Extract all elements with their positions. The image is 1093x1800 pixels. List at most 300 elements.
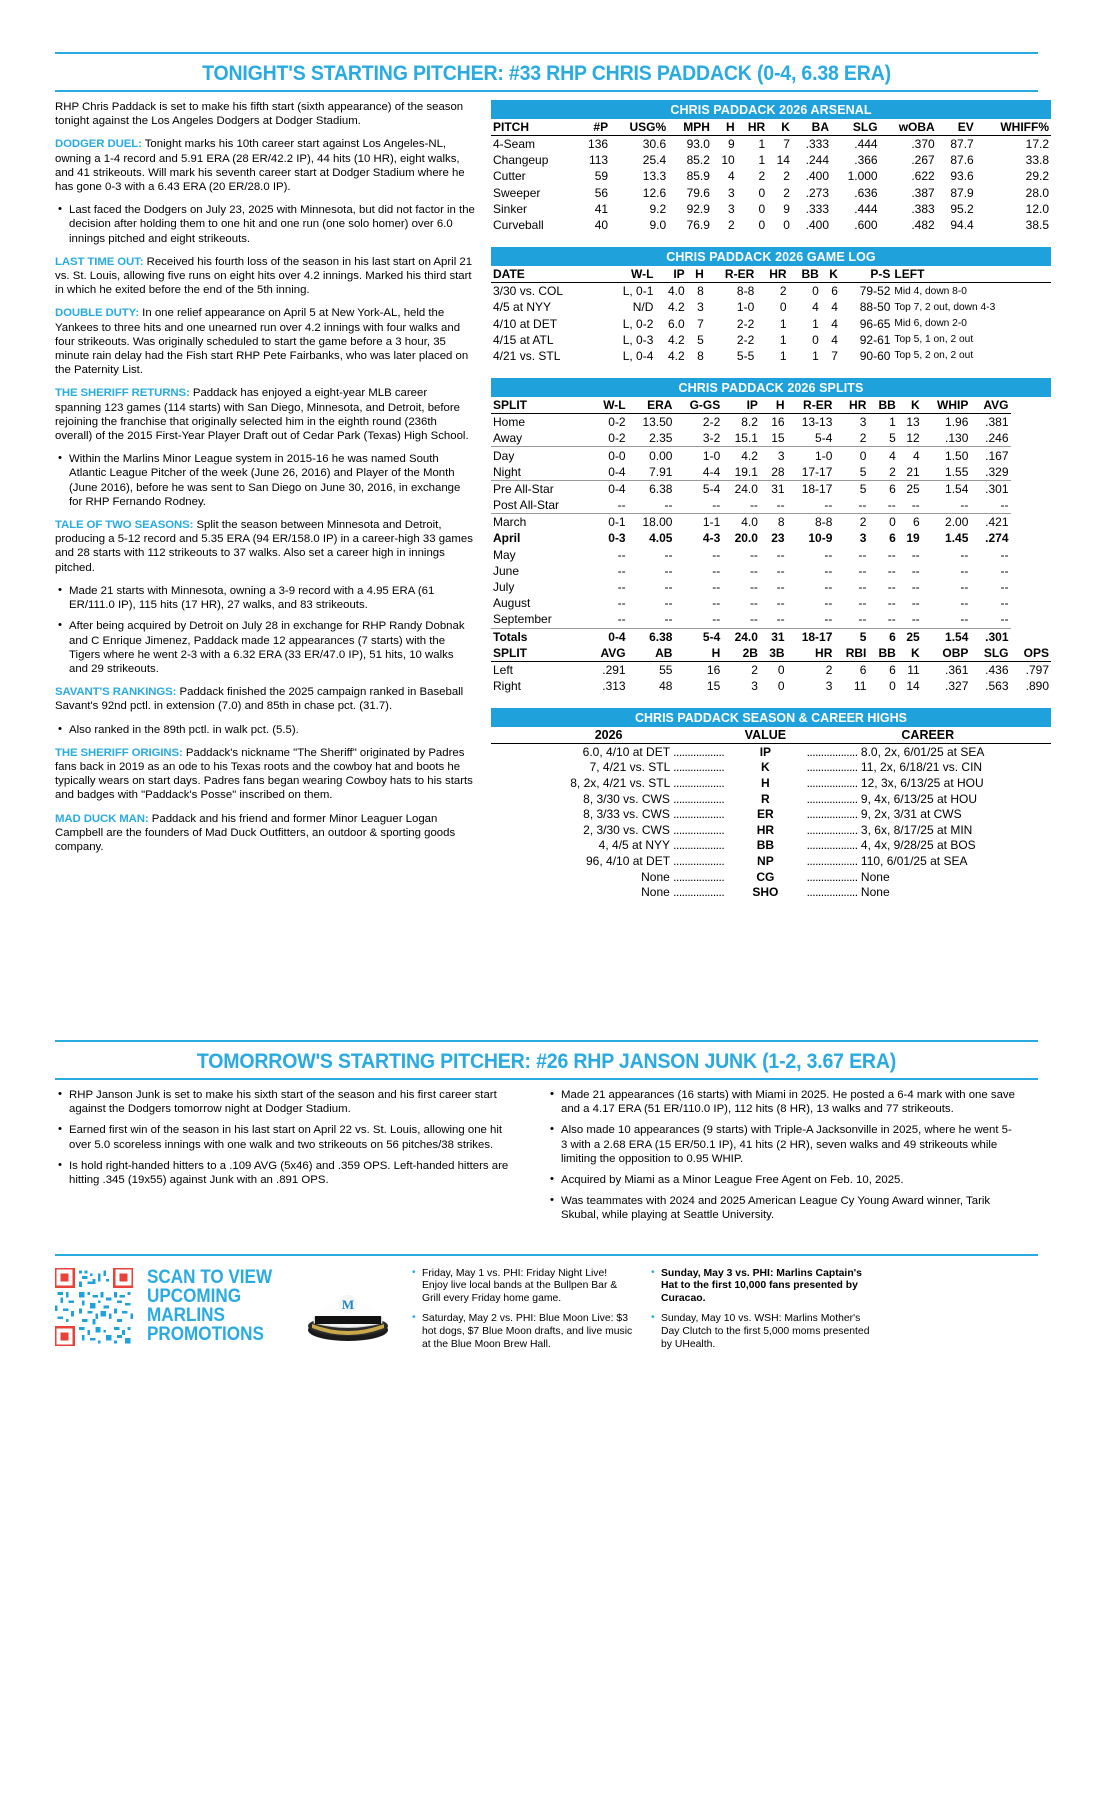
table-cell: .890: [1025, 678, 1049, 693]
table-cell: --: [587, 497, 627, 514]
table-cell: N/D: [632, 300, 654, 315]
note-bullet-list: [55, 723, 475, 737]
table-cell: --: [868, 497, 897, 514]
table-cell: .444: [854, 137, 878, 152]
table-cell: --: [760, 497, 787, 514]
table-cell: 8: [777, 515, 785, 530]
table-cell: 2: [758, 169, 766, 184]
list-item: • RHP Janson Junk is set to make his sixth start of the season and his first career start against the Dodgers tomorrow night at Dodger Stadium.: [55, 1088, 523, 1116]
table-cell: --: [664, 547, 673, 562]
table-cell: 0: [889, 515, 896, 530]
table-cell: 4.2: [741, 448, 758, 463]
table-cell: --: [868, 611, 897, 628]
table-cell: --: [834, 611, 868, 628]
arsenal-table: [491, 100, 1051, 233]
column-header: 2B: [722, 645, 760, 662]
table-cell: .444: [854, 201, 878, 216]
intro-paragraph: RHP Chris Paddack is set to make his fifth start (sixth appearance) of the season tonight against the Los Angeles Dodgers at Dodger Stadium.: [55, 101, 464, 128]
table-cell: 29.2: [1025, 169, 1049, 184]
table-cell: 3: [825, 678, 833, 693]
column-header: wOBA: [880, 119, 937, 136]
table-cell: March: [493, 515, 527, 530]
table-cell: 94.4: [950, 218, 974, 233]
table-cell: .244: [805, 153, 830, 168]
table-row: [491, 283, 1051, 300]
table-cell: 23: [771, 531, 785, 546]
table-cell: 6: [889, 531, 896, 546]
highs-col-value: VALUE: [726, 727, 804, 744]
table-row: [491, 464, 1051, 481]
table-cell: --: [911, 596, 920, 611]
column-header: K: [767, 119, 792, 136]
highs-row: [491, 791, 1051, 807]
table-cell: 17.2: [1025, 137, 1049, 152]
note-text: Paddack and his friend and former Minor Leaguer Logan Campbell are the founders of Mad Duck Outfitters, an outdoor & sporting goods company.: [55, 812, 456, 853]
table-row: [491, 480, 1051, 497]
table-cell: --: [712, 580, 721, 595]
highs-row: [491, 744, 1051, 760]
table-cell: 4-Seam: [493, 137, 536, 152]
table-cell: May: [493, 547, 516, 562]
table-cell: .274: [985, 531, 1009, 546]
table-cell: 6: [831, 284, 838, 299]
tonight-section-title: TONIGHT'S STARTING PITCHER: #33 RHP CHRIS PADDACK (0-4, 6.38 ERA): [202, 62, 891, 85]
highs-row: [491, 884, 1051, 900]
list-item: • Earned first win of the season in his last start on April 22 vs. St. Louis, allowing one hit over 5.0 scoreless innings with one walk and two strikeouts on 56 pitches/38 strikes.: [55, 1123, 523, 1151]
table-cell: Mid 6, down 2-0: [894, 318, 967, 330]
table-cell: 1: [812, 348, 819, 363]
table-cell: 6: [889, 481, 896, 496]
batter-split-header-row: [491, 645, 1051, 662]
table-cell: 2: [728, 218, 735, 233]
table-cell: 6: [889, 662, 896, 677]
table-cell: 18-17: [801, 629, 833, 644]
table-cell: Sinker: [493, 201, 528, 216]
table-cell: September: [491, 611, 587, 628]
table-cell: 0: [777, 678, 785, 693]
splits-table: [491, 378, 1051, 694]
table-cell: --: [712, 596, 721, 611]
column-header: LEFT: [892, 266, 1051, 283]
table-cell: 113: [588, 153, 609, 168]
table-row: [491, 201, 1051, 217]
column-header: IP: [722, 397, 760, 414]
table-cell: Changeup: [493, 153, 549, 168]
note-paragraph: [55, 812, 475, 855]
table-row: [491, 152, 1051, 168]
table-cell: 93.0: [686, 137, 710, 152]
highs-career-value: .................. 4, 4x, 9/28/25 at BOS: [806, 838, 976, 853]
table-cell: Day: [493, 448, 515, 463]
table-cell: .267: [911, 153, 935, 168]
highs-career-value: .................. 11, 2x, 6/18/21 vs. CIN: [806, 760, 983, 775]
column-header: OPS: [1011, 645, 1052, 662]
highs-season-value: None ..................: [641, 885, 725, 900]
promo-item-text: Saturday, May 2 vs. PHI: Blue Moon Live: $3 hot dogs, $7 Blue Moon drafts, and live music at the Blue Moon Brew Hall.: [422, 1313, 633, 1350]
table-cell: .370: [911, 137, 935, 152]
table-cell: 6.0: [668, 316, 685, 331]
table-cell: --: [960, 563, 969, 578]
tomorrow-left-bullets: [55, 1088, 523, 1187]
tomorrow-rule-top: [55, 1040, 1038, 1042]
table-cell: --: [628, 611, 675, 628]
table-cell: 56: [594, 185, 609, 200]
table-cell: July: [493, 580, 515, 595]
table-cell: 18-17: [801, 481, 833, 496]
table-cell: 87.7: [950, 137, 974, 152]
table-cell: 3: [728, 201, 735, 216]
note-paragraph: [55, 137, 475, 194]
table-cell: .366: [854, 153, 878, 168]
table-cell: 0-3: [608, 531, 626, 546]
table-cell: 9.2: [649, 201, 667, 216]
table-cell: 2: [868, 464, 897, 481]
table-cell: 0-2: [587, 430, 627, 447]
table-cell: --: [617, 563, 626, 578]
table-cell: 6.38: [649, 629, 673, 644]
table-cell: 13: [906, 415, 920, 430]
highs-season-value: 8, 3/33 vs. CWS ..................: [583, 807, 725, 822]
table-cell: --: [824, 580, 833, 595]
table-cell: 4.2: [668, 300, 685, 315]
table-cell: .327: [945, 678, 969, 693]
table-cell: 3: [859, 415, 867, 430]
table-cell: Top 5, 2 on, 2 out: [894, 350, 974, 362]
table-cell: 1.000: [847, 169, 878, 184]
table-cell: 5: [859, 481, 867, 496]
table-cell: Top 5, 1 on, 2 out: [894, 334, 974, 346]
table-row: [491, 299, 1051, 315]
table-cell: --: [887, 580, 896, 595]
scan-line-3: MARLINS: [147, 1304, 225, 1326]
table-cell: 20.0: [734, 531, 758, 546]
table-cell: 25.4: [642, 153, 667, 168]
column-header: BA: [792, 119, 831, 136]
table-cell: .313: [602, 678, 626, 693]
column-header: EV: [937, 119, 976, 136]
table-cell: 2-2: [736, 316, 755, 331]
scan-line-1: SCAN TO VIEW: [147, 1266, 273, 1288]
highs-row: [491, 853, 1051, 869]
table-cell: .333: [805, 137, 830, 152]
promo-item-text: Friday, May 1 vs. PHI: Friday Night Live! Enjoy live local bands at the Bullpen Bar & Grill every Friday home game.: [422, 1267, 618, 1304]
table-cell: 9: [728, 137, 735, 152]
table-cell: --: [824, 547, 833, 562]
table-cell: 0: [779, 300, 787, 315]
promo-item: [649, 1313, 874, 1351]
table-cell: 4.05: [649, 531, 673, 546]
table-cell: .600: [854, 218, 878, 233]
table-cell: Night: [491, 464, 587, 481]
table-cell: 38.5: [1025, 218, 1049, 233]
table-cell: 87.6: [950, 153, 974, 168]
promo-column-2: [649, 1268, 874, 1360]
table-cell: 1.54: [945, 481, 969, 496]
table-cell: --: [1000, 580, 1009, 595]
table-cell: Curveball: [493, 218, 544, 233]
note-text: Tonight marks his 10th career start against Los Angeles-NL, owning a 1-4 record and 5.91 ERA (28 ER/42.2 IP), 44 hits (10 HR), eight walks, and 41 strikeouts. Will mark his seventh career start at Dodger Stadium where he has gone 0-3 with a 6.43 ERA (20 ER/28.0 IP).: [55, 138, 465, 194]
table-cell: 16: [706, 662, 721, 677]
column-header: K: [898, 397, 922, 414]
table-cell: 0-0: [608, 448, 626, 463]
table-cell: .273: [805, 185, 830, 200]
notes-container: [55, 137, 475, 854]
table-cell: 0-4: [587, 464, 627, 481]
promo-item-text: Sunday, May 10 vs. WSH: Marlins Mother's Day Clutch to the first 5,000 moms presented by UHealth.: [661, 1313, 870, 1350]
table-cell: August: [493, 596, 531, 611]
table-cell: 4.2: [668, 332, 685, 347]
table-row: [491, 595, 1051, 611]
table-cell: 1: [889, 415, 896, 430]
table-cell: Post All-Star: [491, 497, 587, 514]
table-cell: .383: [911, 201, 935, 216]
table-cell: 4.0: [741, 515, 758, 530]
highs-season-value: 96, 4/10 at DET ..................: [586, 854, 725, 869]
highs-stat-label: BB: [756, 838, 775, 853]
table-cell: --: [911, 580, 920, 595]
column-header: P-S: [840, 266, 892, 283]
table-cell: 1: [812, 316, 819, 331]
highs-career-value: .................. 12, 3x, 6/13/25 at HOU: [806, 776, 984, 791]
table-cell: 2.00: [945, 515, 969, 530]
table-cell: 7: [697, 316, 704, 331]
table-cell: .333: [805, 201, 830, 216]
table-cell: 4: [831, 300, 838, 315]
table-cell: 87.9: [950, 185, 974, 200]
table-cell: 92-61: [859, 332, 891, 347]
table-cell: 4.0: [668, 284, 685, 299]
table-cell: 1.50: [945, 448, 969, 463]
table-cell: --: [749, 580, 758, 595]
tomorrow-header-block: [55, 1018, 1038, 1080]
table-row: [491, 530, 1051, 546]
title-rule-bottom: [55, 90, 1038, 92]
table-cell: --: [664, 563, 673, 578]
table-cell: 3-2: [674, 430, 722, 447]
table-row: [491, 316, 1051, 332]
table-cell: 8: [697, 348, 704, 363]
column-header: WHIFF%: [976, 119, 1051, 136]
table-cell: 14: [906, 678, 920, 693]
table-cell: 15: [706, 678, 721, 693]
table-row: [491, 430, 1051, 447]
table-cell: 0-2: [608, 415, 626, 430]
table-cell: .381: [985, 415, 1009, 430]
table-cell: 4: [889, 448, 896, 463]
table-cell: 3: [697, 300, 704, 315]
column-header: HR: [787, 645, 835, 662]
table-cell: 1-0: [702, 448, 721, 463]
table-cell: 15.1: [722, 430, 760, 447]
table-cell: --: [664, 580, 673, 595]
table-cell: --: [1000, 563, 1009, 578]
table-cell: --: [970, 611, 1010, 628]
qr-code-icon[interactable]: [55, 1268, 133, 1346]
table-cell: 48: [659, 678, 673, 693]
note-text: Paddack's nickname "The Sheriff" originated by Padres fans back in 2019 as an ode to his Texas roots and the cowboy hat and boots he typically wears on start days. Padres fans began wearing Cowboy hats to his starts and badges with "Paddack's Posse" inscribed on them.: [55, 746, 473, 802]
table-cell: 79.6: [686, 185, 710, 200]
title-rule-top: [55, 52, 1038, 54]
column-header: DATE: [491, 266, 603, 283]
highs-table-title: CHRIS PADDACK SEASON & CAREER HIGHS: [491, 708, 1051, 727]
highs-season-value: 7, 4/21 vs. STL ..................: [589, 760, 725, 775]
table-cell: 16: [771, 415, 785, 430]
table-cell: .387: [911, 185, 935, 200]
table-cell: 6: [889, 629, 896, 644]
table-cell: 19.1: [722, 464, 760, 481]
table-cell: --: [787, 611, 835, 628]
table-cell: Cutter: [493, 169, 526, 184]
table-cell: 7: [831, 348, 838, 363]
highs-season-value: None ..................: [641, 869, 725, 884]
table-cell: 1.54: [945, 629, 969, 644]
table-cell: 2: [783, 185, 790, 200]
table-cell: 1: [779, 348, 787, 363]
table-cell: .301: [985, 629, 1009, 644]
table-cell: 8.2: [741, 415, 758, 430]
column-header: 3B: [760, 645, 787, 662]
table-cell: .400: [805, 218, 830, 233]
table-cell: --: [960, 580, 969, 595]
highs-table: [491, 708, 1051, 900]
table-cell: --: [898, 611, 922, 628]
table-cell: 1: [758, 137, 766, 152]
table-cell: --: [749, 596, 758, 611]
table-row: [491, 579, 1051, 595]
table-cell: 5: [859, 629, 867, 644]
table-row: [491, 678, 1051, 694]
table-row: [491, 628, 1051, 645]
highs-stat-label: R: [761, 791, 770, 806]
note-paragraph: [55, 255, 475, 298]
table-cell: .167: [985, 448, 1009, 463]
table-cell: 24.0: [734, 629, 758, 644]
note-paragraph: [55, 386, 475, 443]
marlins-captains-hat-icon: [300, 1268, 396, 1344]
table-cell: 4: [831, 316, 838, 331]
table-cell: --: [587, 611, 627, 628]
table-cell: 0: [758, 201, 766, 216]
table-cell: 13.50: [642, 415, 673, 430]
table-cell: 6: [859, 662, 867, 677]
table-cell: 0-4: [608, 629, 626, 644]
table-cell: 55: [659, 662, 673, 677]
table-cell: 31: [771, 481, 785, 496]
table-cell: 1: [779, 316, 787, 331]
highs-col-season: 2026: [491, 727, 726, 744]
gamelog-header-row: [491, 266, 1051, 283]
table-cell: 0: [812, 332, 819, 347]
column-header: K: [898, 645, 922, 662]
table-cell: 1-1: [702, 515, 721, 530]
note-bullet-list: [55, 203, 475, 246]
table-cell: 40: [594, 218, 609, 233]
tomorrow-rule-bottom: [55, 1078, 1038, 1080]
table-cell: --: [922, 611, 971, 628]
table-cell: 3: [751, 678, 758, 693]
highs-career-value: .................. 9, 4x, 6/13/25 at HOU: [806, 791, 977, 806]
arsenal-header-row: [491, 119, 1051, 136]
scan-line-2: UPCOMING: [147, 1285, 242, 1307]
table-cell: 25: [906, 481, 920, 496]
highs-career-value: .................. 9, 2x, 3/31 at CWS: [806, 807, 962, 822]
highs-career-value: .................. 110, 6/01/25 at SEA: [806, 854, 968, 869]
table-cell: --: [970, 497, 1010, 514]
table-cell: --: [1000, 547, 1009, 562]
table-cell: Away: [491, 430, 587, 447]
table-cell: L, 0-4: [622, 348, 654, 363]
column-header: BB: [868, 645, 897, 662]
table-cell: 85.9: [686, 169, 710, 184]
column-header: BB: [789, 266, 821, 283]
highs-col-career: CAREER: [805, 727, 1051, 744]
column-header: AVG: [970, 397, 1010, 414]
table-cell: 5-4: [702, 481, 721, 496]
table-cell: 79-52: [859, 284, 891, 299]
highs-stat-label: ER: [757, 807, 774, 822]
table-cell: 19: [906, 531, 920, 546]
highs-row: [491, 822, 1051, 838]
note-bullet: • Within the Marlins Minor League system in 2015-16 he was named South Atlantic League Pitcher of the week (June 26, 2016) and Player of the Month (June 2016), before he was sent to San Diego on June 30, 2016, in exchange for RHP Fernando Rodney.: [55, 452, 475, 509]
tonight-right-column: [491, 100, 1051, 900]
table-cell: --: [787, 497, 835, 514]
table-cell: 3: [859, 531, 867, 546]
table-cell: 14: [776, 153, 790, 168]
note-lead: DOUBLE DUTY:: [55, 307, 140, 320]
note-lead: TALE OF TWO SEASONS:: [55, 519, 194, 532]
table-cell: .361: [945, 662, 969, 677]
table-cell: Right: [493, 678, 522, 693]
column-header: H: [712, 119, 737, 136]
table-cell: --: [911, 547, 920, 562]
highs-stat-label: H: [761, 776, 770, 791]
table-cell: April: [493, 531, 521, 546]
promo-item: [410, 1268, 635, 1306]
note-bullet-list: [55, 584, 475, 676]
table-cell: 10: [721, 153, 735, 168]
list-item: • Also made 10 appearances (9 starts) with Triple-A Jacksonville in 2025, where he went 5-3 with a 2.68 ERA (15 ER/50.1 IP), 41 hits (2 HR), seven walks and 49 strikeouts while limiting the opposition to 0.95 WHIP.: [547, 1123, 1015, 1166]
column-header: AB: [628, 645, 675, 662]
table-cell: 4-4: [674, 464, 722, 481]
table-cell: 4/10 at DET: [493, 316, 558, 331]
note-lead: MAD DUCK MAN:: [55, 812, 149, 825]
table-cell: 33.8: [1025, 153, 1049, 168]
note-text: Received his fourth loss of the season in his last start on April 21 vs. St. Louis, allowing five runs on eight hits over 4.2 innings. Marked his third start in which he exited before the end of the 5th inning.: [55, 255, 473, 297]
column-header: K: [821, 266, 840, 283]
table-row: [491, 185, 1051, 201]
table-cell: 136: [588, 137, 609, 152]
table-row: [491, 563, 1051, 579]
table-cell: Home: [493, 415, 526, 430]
splits-body: [491, 414, 1051, 695]
column-header: SPLIT: [491, 645, 587, 662]
table-cell: 92.9: [686, 201, 710, 216]
tomorrow-left-column: [55, 1088, 523, 1232]
table-cell: 12: [898, 430, 922, 447]
column-header: PITCH: [491, 119, 576, 136]
table-cell: .421: [985, 515, 1009, 530]
table-cell: --: [749, 563, 758, 578]
table-cell: 88-50: [859, 300, 891, 315]
table-cell: 2-2: [702, 415, 721, 430]
table-row: [491, 547, 1051, 563]
table-row: [491, 447, 1051, 464]
table-cell: 4: [728, 169, 735, 184]
highs-row: [491, 806, 1051, 822]
table-cell: June: [493, 563, 520, 578]
arsenal-body: [491, 136, 1051, 234]
table-row: [491, 497, 1051, 514]
